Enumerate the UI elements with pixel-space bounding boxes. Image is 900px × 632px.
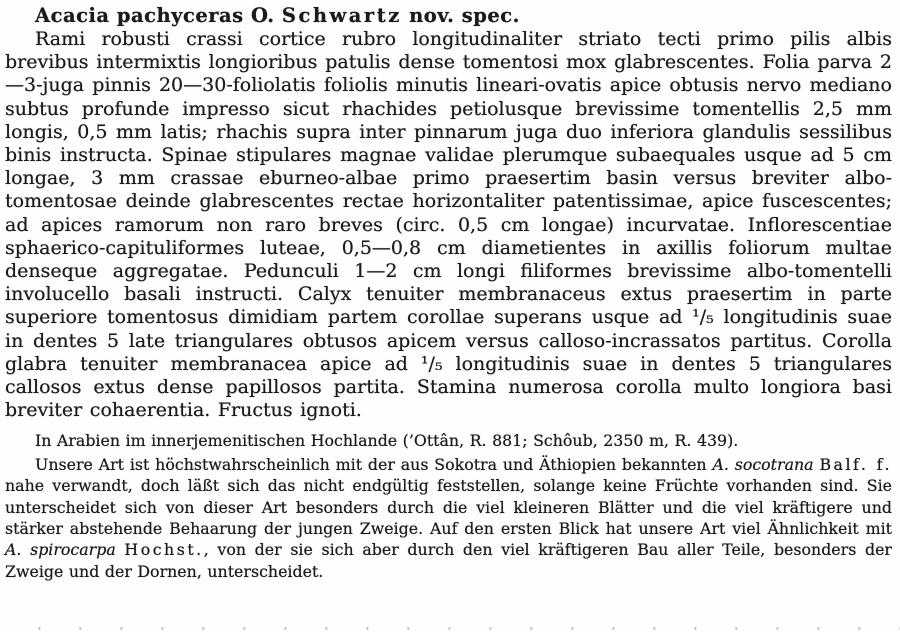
text-segment: A. socotrana — [712, 454, 814, 474]
text-segment: nahe verwandt, doch läßt sich das nicht endgültig feststellen, solange keine Früchte vorhanden sind. Sie unterscheidet sich von dieser Art besonders durch die viel kleineren Blätter und die viel kräftigere und stärker abstehende Behaarung der jungen Zweige. Auf den ersten Blick hat unsere Art viel Ähnlichkeit mit — [5, 476, 892, 539]
text-segment: In Arabien im innerjemenitischen Hochlande (’Ottân, R. 881; Schôub, 2350 m, R. 439). — [35, 431, 739, 451]
text-segment: nov. spec. — [401, 4, 520, 27]
scan-artifact — [0, 627, 900, 630]
paragraph-locality — [5, 430, 892, 451]
paragraph-latin-diagnosis — [5, 28, 892, 422]
paragraph-discussion-german — [5, 454, 892, 582]
text-segment: Unsere Art ist höchstwahrscheinlich mit der aus Sokotra und Äthiopien bekannten — [35, 454, 713, 474]
text-segment: , von der sie sich aber durch den viel kräftigeren Bau aller Teile, besonders der Zweige und der Dornen, unterscheidet. — [5, 540, 892, 581]
text-segment: Hochst. — [124, 540, 204, 560]
text-segment: A. spirocarpa — [5, 540, 116, 560]
text-segment: Balf. f. — [819, 454, 892, 474]
text-segment: Schwartz — [281, 4, 402, 27]
text-segment: Acacia pachyceras O. — [35, 4, 282, 27]
text-segment: Rami robusti crassi cortice rubro longitudinaliter striato tecti primo pilis albis brevibus intermixtis longioribus patulis dense tomentosi mox glabrescentes. Folia parva 2—3-juga pinnis 20—30-foliolatis foliolis minutis lineari-ovatis apice obtusis nervo mediano subtus profunde impresso sicut rhachides petiolusque brevissime tomentellis 2,5 mm longis, 0,5 mm latis; rhachis supra inter pinnarum juga duo inferiora glandulis sessilibus binis instructa. Spinae stipulares magnae validae plerumque subaequales usque ad 5 cm longae, 3 mm crassae eburneo-albae primo praesertim basin versus breviter albo-tomentosae deinde glabrescentes rectae horizontaliter patentissimae, apice fuscescentes; ad apices ramorum non raro breves (circ. 0,5 cm longae) incurvatae. Inflorescentiae sphaerico-capituliformes luteae, 0,5—0,8 cm diametientes in axillis foliorum multae denseque aggregatae. Pedunculi 1—2 cm longi filiformes brevissime albo-tomentelli involucello basali instructi. Calyx tenuiter membranaceus extus praesertim in parte superiore tomentosus dimidiam partem corollae superans usque ad ¹/₅ longitudinis suae in dentes 5 late triangulares obtusos apicem versus calloso-incrassatos partitus. Corolla glabra tenuiter membranacea apice ad ¹/₅ longitudinis suae in dentes 5 triangulares callosos extus dense papillosos partita. Stamina numerosa corolla multo longiora basi breviter cohaerentia. Fructus ignoti. — [5, 28, 892, 422]
species-heading — [5, 4, 892, 28]
